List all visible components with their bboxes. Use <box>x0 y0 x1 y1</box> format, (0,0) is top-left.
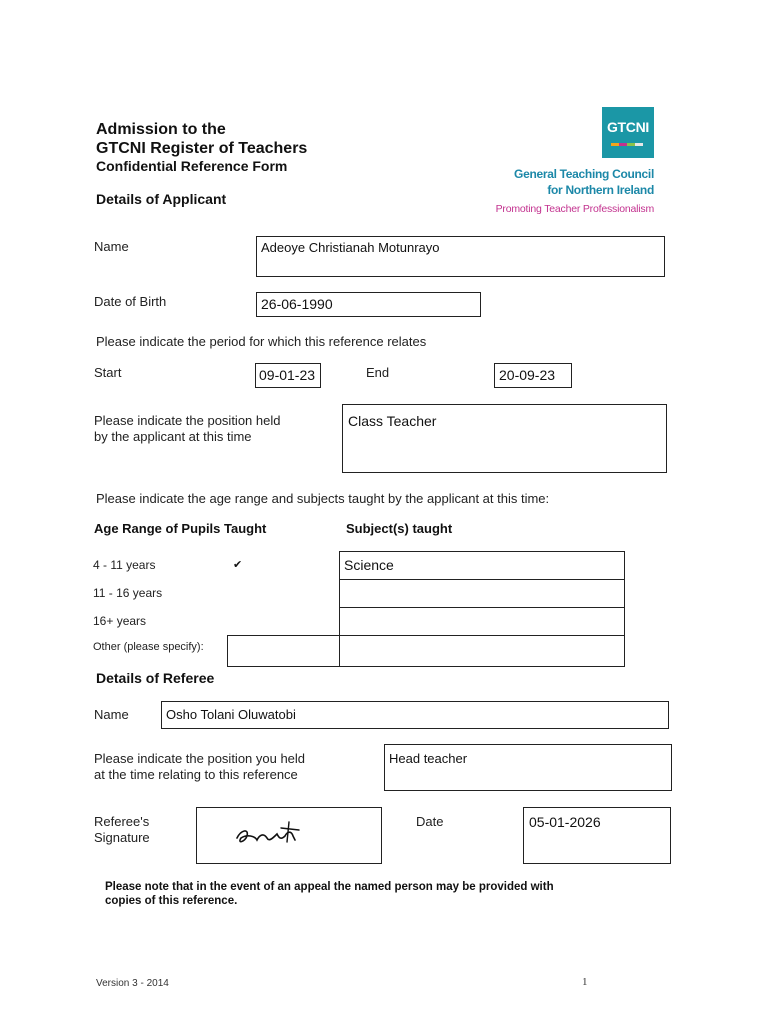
org-name-line2: for Northern Ireland <box>547 183 654 197</box>
signature-drawing-icon <box>197 808 381 863</box>
referee-name-value: Osho Tolani Oluwatobi <box>166 707 296 722</box>
check-mark-icon[interactable]: ✔ <box>233 559 243 571</box>
logo-bar-light <box>635 143 643 146</box>
age-range-prompt: Please indicate the age range and subjects taught by the applicant at this time: <box>96 491 550 506</box>
end-date-field[interactable] <box>494 363 572 388</box>
referee-name-field[interactable] <box>161 701 669 729</box>
other-age-field[interactable] <box>227 635 340 667</box>
subjects-header: Subject(s) taught <box>346 521 453 536</box>
dob-label: Date of Birth <box>94 294 167 309</box>
dob-value: 26-06-1990 <box>261 296 333 312</box>
applicant-name-field[interactable] <box>256 236 665 277</box>
age-row-label: 4 - 11 years <box>93 558 156 572</box>
page-title-line2: GTCNI Register of Teachers <box>96 140 308 157</box>
org-name-line1: General Teaching Council <box>514 167 654 181</box>
date-field[interactable] <box>523 807 671 864</box>
applicant-name-label: Name <box>94 239 129 254</box>
page-number: 1 <box>582 976 588 988</box>
applicant-name-value: Adeoye Christianah Motunrayo <box>261 240 440 255</box>
end-label: End <box>366 365 390 380</box>
gtcni-logo <box>602 107 654 158</box>
start-label: Start <box>94 365 122 380</box>
position-field[interactable] <box>342 404 667 473</box>
subject-field[interactable] <box>339 579 625 608</box>
position-label-line1: Please indicate the position held <box>94 413 281 428</box>
signature-field[interactable] <box>196 807 382 864</box>
age-range-header: Age Range of Pupils Taught <box>94 521 267 536</box>
page-title-line1: Admission to the <box>96 121 226 138</box>
subject-field[interactable] <box>339 607 625 636</box>
logo-bar-magenta <box>619 143 627 146</box>
start-date-field[interactable] <box>255 363 321 388</box>
end-date-value: 20-09-23 <box>499 367 556 383</box>
position-value: Class Teacher <box>348 413 437 429</box>
subject-field[interactable] <box>339 551 625 580</box>
logo-bar-green <box>627 143 635 146</box>
referee-name-label: Name <box>94 707 129 722</box>
appeal-note-line1: Please note that in the event of an appeal the named person may be provided with <box>105 881 554 893</box>
subject-field[interactable] <box>339 635 625 667</box>
version-text: Version 3 - 2014 <box>96 978 169 989</box>
referee-position-field[interactable] <box>384 744 672 791</box>
age-row-label: Other (please specify): <box>93 641 204 653</box>
start-date-value: 09-01-23 <box>259 367 316 383</box>
referee-position-value: Head teacher <box>389 751 468 766</box>
age-row-label: 16+ years <box>93 614 147 628</box>
section-title-applicant: Details of Applicant <box>96 191 227 207</box>
section-title-referee: Details of Referee <box>96 670 215 686</box>
position-label-line2: by the applicant at this time <box>94 429 252 444</box>
age-row-label: 11 - 16 years <box>93 586 163 600</box>
subject-value: Science <box>344 557 394 573</box>
signature-label-line1: Referee's <box>94 814 150 829</box>
logo-text: GTCNI <box>606 119 650 135</box>
referee-position-label-line1: Please indicate the position you held <box>94 751 306 766</box>
logo-bar-orange <box>611 143 619 146</box>
date-label: Date <box>416 814 444 829</box>
signature-label-line2: Signature <box>94 830 150 845</box>
appeal-note-line2: copies of this reference. <box>105 895 238 907</box>
date-value: 05-01-2026 <box>529 814 601 830</box>
page-subtitle: Confidential Reference Form <box>96 158 288 174</box>
dob-field[interactable] <box>256 292 481 317</box>
referee-position-label-line2: at the time relating to this reference <box>94 767 298 782</box>
org-tagline: Promoting Teacher Professionalism <box>495 203 654 215</box>
period-prompt: Please indicate the period for which this reference relates <box>96 334 427 349</box>
